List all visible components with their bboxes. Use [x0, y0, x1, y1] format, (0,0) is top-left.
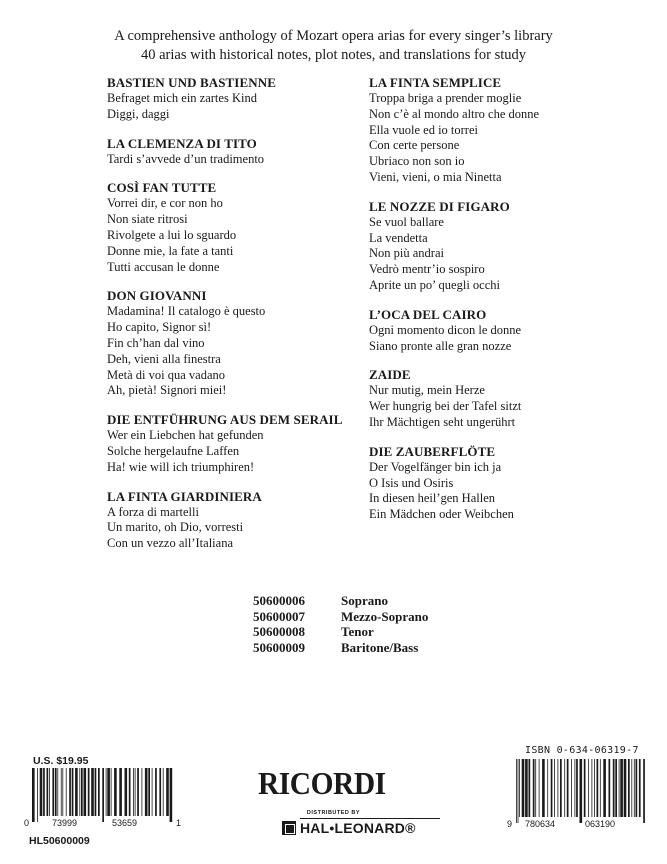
barcode-bar [522, 759, 525, 817]
barcode-bar [152, 768, 153, 816]
barcode-bar [554, 759, 555, 817]
barcode-bar [40, 768, 43, 816]
aria: Ah, pietà! Signori miei! [107, 383, 227, 398]
aria: Nur mutig, mein Herze [369, 383, 485, 398]
barcode-bar [166, 768, 169, 816]
barcode-digit: 780634 [525, 819, 556, 829]
barcode-bar [66, 768, 67, 816]
barcode-bar [619, 759, 620, 817]
catalog-row [253, 609, 428, 625]
barcode-bar [148, 768, 150, 816]
barcode-bar [81, 768, 83, 816]
barcode-bar [62, 768, 63, 816]
intro-line: 40 arias with historical notes, plot notes, and translations for study [141, 47, 526, 63]
barcode-bar [84, 768, 87, 816]
barcode-bar [137, 768, 139, 816]
barcode-bar [88, 768, 90, 816]
opera-title: DON GIOVANNI [107, 288, 207, 304]
barcode-bar [567, 759, 569, 817]
ricordi-logo: RICORDI [258, 765, 386, 801]
barcode-digit: 9 [507, 819, 513, 829]
catalog-number: 50600007 [253, 608, 305, 624]
barcode-bar [636, 759, 638, 817]
opera-title: BASTIEN UND BASTIENNE [107, 75, 276, 90]
barcode-bar [519, 759, 520, 817]
aria: Un marito, oh Dio, vorresti [107, 520, 244, 535]
voice-type: Mezzo-Soprano [341, 608, 429, 624]
opera-title: DIE ZAUBERFLÖTE [369, 443, 496, 459]
barcode-bar [609, 759, 611, 817]
barcode-bar [69, 768, 71, 816]
catalog-numbers [253, 593, 428, 655]
barcode-bar [576, 759, 578, 817]
aria: Madamina! Il catalogo è questo [107, 304, 266, 319]
barcode-bar [125, 768, 128, 816]
intro [0, 27, 667, 65]
barcode-bar [558, 759, 559, 817]
barcode-bar [639, 759, 641, 817]
barcode-bar [95, 768, 97, 816]
opera-title: ZAIDE [369, 367, 411, 383]
barcode-digit: 53659 [112, 818, 138, 828]
aria: Vieni, vieni, o mia Ninetta [369, 169, 502, 184]
barcode-bar [52, 768, 54, 816]
opera-section [369, 443, 629, 523]
aria: Tutti accusan le donne [107, 259, 220, 274]
aria: Diggi, daggi [107, 106, 170, 121]
catalog-row [253, 593, 428, 609]
barcode-bar [159, 768, 161, 816]
barcode-bar [133, 768, 134, 816]
barcode-bar [634, 759, 635, 817]
aria: Fin ch’han dal vino [107, 335, 205, 350]
aria: Aprite un po’ quegli occhi [369, 277, 500, 292]
aria: Wer ein Liebchen hat gefunden [107, 428, 264, 443]
barcode-bar [584, 759, 586, 817]
intro-line: A comprehensive anthology of Mozart opera arias for every singer’s library [114, 28, 553, 44]
barcode-bar [72, 768, 74, 816]
aria: Con certe persone [369, 138, 460, 153]
barcode-bar [61, 768, 62, 816]
aria: Troppa briga a prender moglie [369, 91, 522, 105]
aria: Wer hungrig bei der Tafel sitzt [369, 399, 522, 414]
barcode-bar [111, 768, 112, 816]
opera-title: LA FINTA GIARDINIERA [107, 488, 262, 504]
voice-type: Baritone/Bass [341, 639, 419, 655]
opera-section [107, 74, 367, 123]
aria: Der Vogelfänger bin ich ja [369, 459, 502, 474]
barcode-bar [551, 759, 553, 817]
barcode-bar [533, 759, 535, 817]
barcode-bar [539, 759, 540, 817]
distributor-name: HAL•LEONARD® [300, 820, 416, 836]
aria: La vendetta [369, 230, 428, 245]
barcode-bar [49, 768, 50, 816]
barcode-bar [631, 759, 632, 817]
aria: Donne mie, la fate a tanti [107, 243, 234, 258]
aria: Solche hergelaufne Laffen [107, 443, 240, 458]
barcode-digit: 063190 [585, 819, 616, 829]
barcode-bar [547, 759, 548, 817]
aria: Ihr Mächtigen seht ungerührt [369, 414, 516, 429]
barcode-bar [603, 759, 606, 817]
barcode-bar [560, 759, 562, 817]
opera-section [107, 135, 367, 168]
barcode-bar [119, 768, 122, 816]
catalog-number: 50600006 [253, 593, 305, 608]
catalog-number: 50600008 [253, 624, 305, 639]
barcode-bar [620, 759, 623, 817]
barcode-bar [98, 768, 100, 816]
barcode-bar [135, 768, 136, 816]
divider [300, 818, 440, 819]
barcode-bar [529, 759, 531, 817]
catalog-number: 50600009 [253, 639, 305, 655]
barcode-bar [75, 768, 78, 816]
barcode-bar [57, 768, 58, 816]
opera-section [107, 488, 367, 552]
barcode-bar [79, 768, 80, 816]
upc-barcode [22, 768, 184, 828]
barcode-bar [542, 759, 545, 817]
opera-section [107, 411, 367, 475]
barcode-bar [535, 759, 536, 817]
isbn: ISBN 0-634-06319-7 [525, 745, 639, 756]
barcode-bar [613, 759, 615, 817]
opera-section [369, 366, 629, 430]
aria: Siano pronte alle gran nozze [369, 338, 512, 353]
barcode-bar [163, 768, 164, 816]
barcode-bar [597, 759, 599, 817]
aria: In diesen heil’gen Hallen [369, 491, 495, 506]
barcode-bar [600, 759, 601, 817]
aria: Non siate ritrosi [107, 212, 188, 227]
aria: Rivolgete a lui lo sguardo [107, 227, 237, 242]
barcode-bar [628, 759, 630, 817]
barcode-bar [592, 759, 593, 817]
barcode-bar [155, 768, 157, 816]
opera-title: LA FINTA SEMPLICE [369, 75, 502, 90]
opera-section [369, 198, 629, 294]
aria: Deh, vieni alla finestra [107, 351, 221, 366]
catalog-row [253, 640, 428, 656]
barcode-bar [107, 768, 110, 816]
barcode-bar [594, 759, 595, 817]
aria: Metà di voi qua vadano [107, 367, 226, 382]
voice-type: Soprano [341, 593, 388, 608]
right-column [369, 74, 629, 535]
aria: A forza di martelli [107, 504, 199, 519]
catalog-row [253, 624, 428, 640]
opera-section [369, 306, 629, 355]
barcode-bar [106, 768, 107, 816]
aria: Ein Mädchen oder Weibchen [369, 507, 514, 522]
barcode-bar [588, 759, 589, 817]
barcode-bar [615, 759, 617, 817]
barcode-bar [129, 768, 131, 816]
barcode-bar [575, 759, 576, 817]
hal-leonard-logo [282, 820, 416, 836]
aria: Ha! wie will ich triumphiren! [107, 459, 255, 474]
aria: Tardi s’avvede d’un tradimento [107, 151, 265, 166]
isbn-barcode [507, 759, 647, 829]
voice-type: Tenor [341, 624, 374, 639]
aria: Befraget mich ein zartes Kind [107, 91, 257, 105]
aria: Non più andrai [369, 246, 444, 261]
opera-section [107, 179, 367, 275]
barcode-bar [571, 759, 572, 817]
barcode-bar [142, 768, 143, 816]
opera-section [369, 74, 629, 186]
distributed-by: DISTRIBUTED BY [306, 810, 361, 816]
aria: Non c’è al mondo altro che donne [369, 106, 540, 121]
opera-title: L’OCA DEL CAIRO [369, 306, 487, 322]
barcode-digit: 73999 [52, 818, 78, 828]
aria: Ho capito, Signor sì! [107, 320, 212, 335]
barcode-bar [564, 759, 565, 817]
aria: O Isis und Osiris [369, 475, 454, 490]
barcode-bar [145, 768, 148, 816]
aria: Ella vuole ed io torrei [369, 122, 478, 137]
barcode-bar [43, 768, 45, 816]
barcode-bar [525, 759, 528, 817]
opera-title: DIE ENTFÜHRUNG AUS DEM SERAIL [107, 412, 343, 428]
opera-section [107, 287, 367, 399]
opera-title: LA CLEMENZA DI TITO [107, 135, 257, 151]
aria: Ogni momento dicon le donne [369, 322, 522, 337]
barcode-bar [624, 759, 627, 817]
aria: Vorrei dir, e cor non ho [107, 196, 223, 211]
product-code: HL50600009 [29, 835, 90, 847]
aria: Con un vezzo all’Italiana [107, 536, 233, 551]
aria: Ubriaco non son io [369, 154, 465, 169]
barcode-bar [47, 768, 49, 816]
barcode-bar [91, 768, 94, 816]
barcode-bar [55, 768, 57, 816]
barcode-bar [114, 768, 117, 816]
aria: Se vuol ballare [369, 214, 444, 229]
hal-leonard-icon [282, 821, 296, 835]
opera-title: COSÌ FAN TUTTE [107, 180, 217, 196]
price: U.S. $19.95 [33, 755, 89, 767]
barcode-digit: 0 [24, 818, 30, 828]
aria: Vedrò mentr’io sospiro [369, 262, 485, 277]
opera-title: LE NOZZE DI FIGARO [369, 198, 510, 214]
barcode-digit: 1 [176, 818, 182, 828]
left-column [107, 74, 367, 564]
